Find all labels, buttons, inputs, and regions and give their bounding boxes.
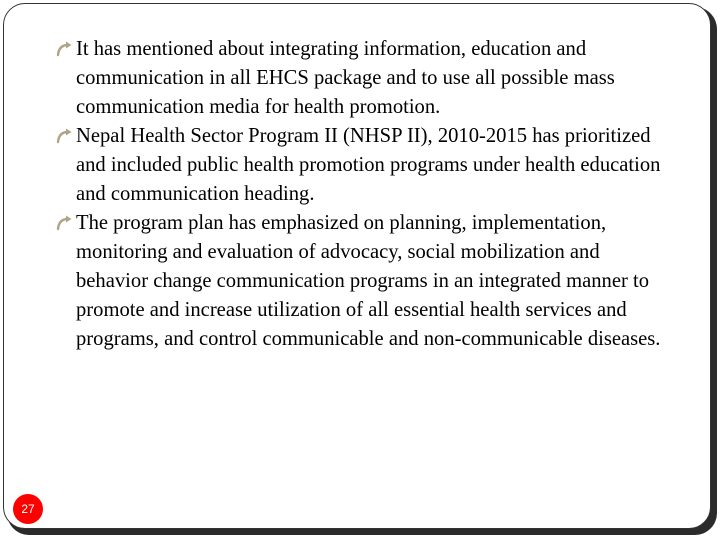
- curved-arrow-icon: [56, 127, 74, 145]
- bullet-text: Nepal Health Sector Program II (NHSP II), 2010-2015 has prioritized and included public health promotion programs under health education and communication heading.: [76, 125, 661, 205]
- bullet-text: It has mentioned about integrating information, education and communication in all EHCS package and to use all possible mass communication media for health promotion.: [76, 38, 615, 118]
- curved-arrow-icon: [56, 214, 74, 232]
- bullet-text: The program plan has emphasized on planning, implementation, monitoring and evaluation of advocacy, social mobilization and behavior change communication programs in an integrated manner to promote and increase utilization of all essential health services and programs, and control communicable and non-communicable diseases.: [76, 212, 661, 350]
- bullet-item: [56, 122, 668, 209]
- bullet-item: [56, 209, 668, 354]
- bullet-list: [56, 35, 668, 354]
- bullet-item: [56, 35, 668, 122]
- page-number-badge: 27: [13, 494, 43, 524]
- curved-arrow-icon: [56, 40, 74, 58]
